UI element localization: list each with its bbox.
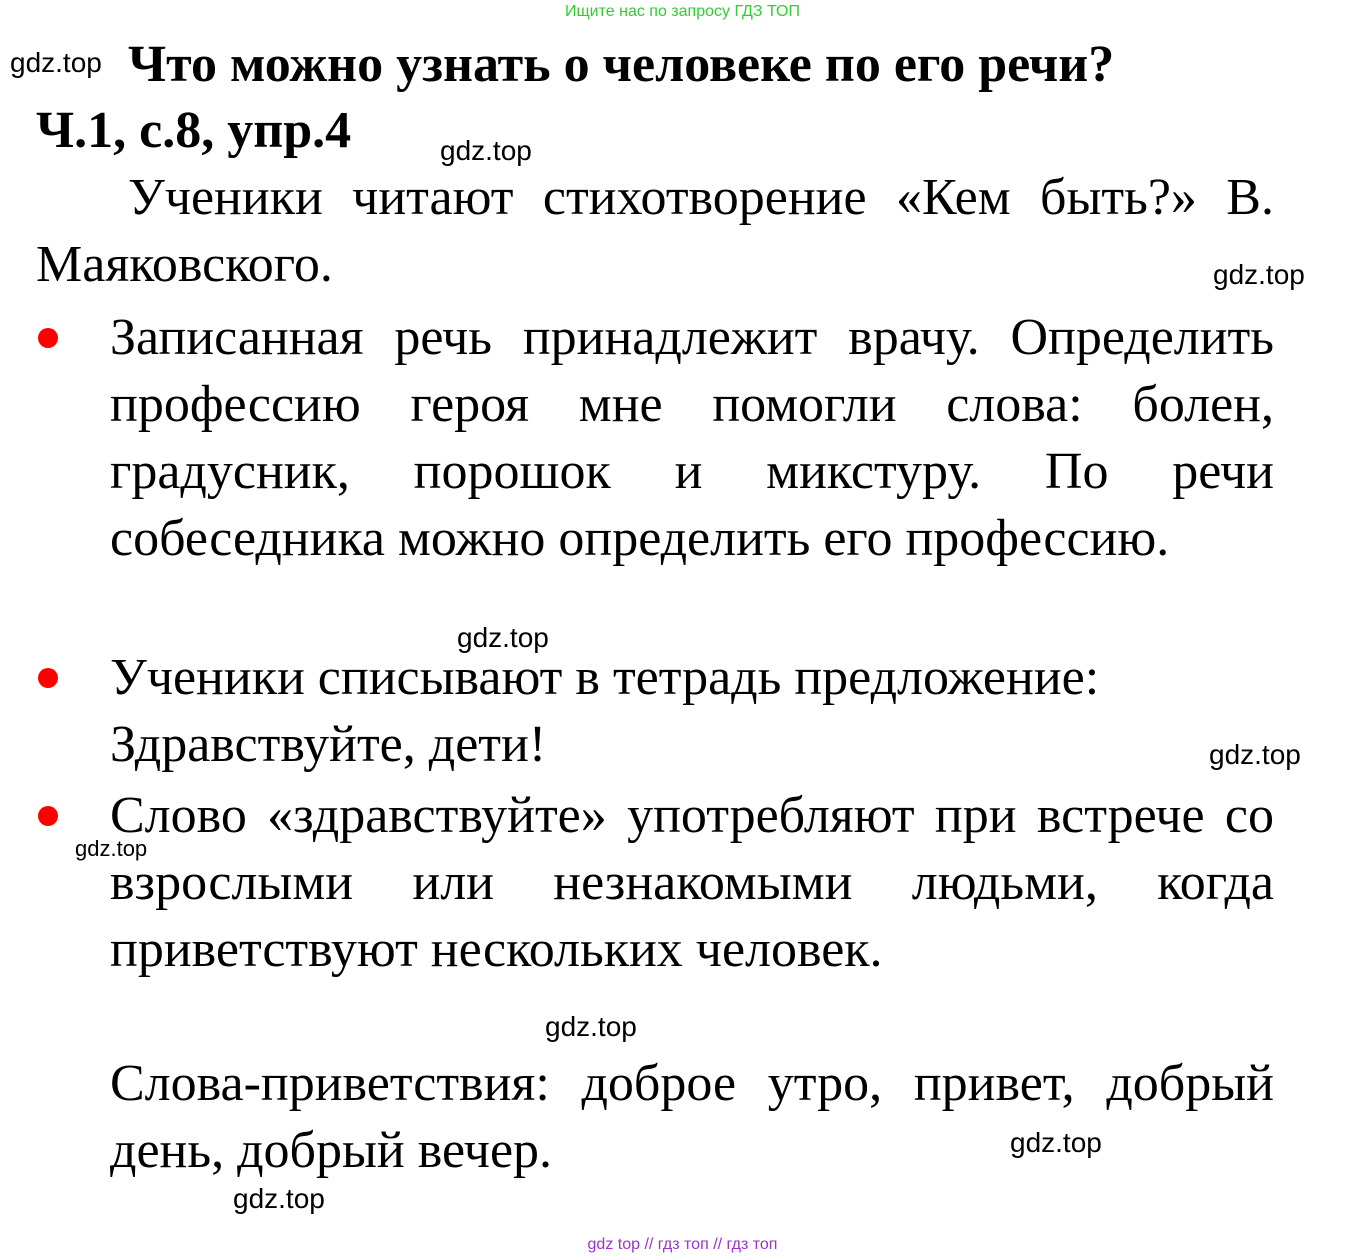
watermark: gdz.top (10, 47, 102, 78)
search-banner: Ищите нас по запросу ГДЗ ТОП (565, 3, 800, 20)
watermark: gdz.top (233, 1183, 325, 1214)
watermark: gdz.top (457, 622, 549, 653)
watermark: gdz.top (440, 135, 532, 166)
intro-paragraph: Ученики читают стихотворение «Кем быть?» В. Маяковского. (36, 169, 1274, 293)
bullet-text-3: Слово «здравствуйте» употребляют при встрече со взрослыми или незнакомыми людьми, когда приветствуют нескольких человек. (110, 787, 1274, 978)
watermark: gdz.top (1010, 1127, 1102, 1158)
bullet-marker (38, 668, 58, 688)
watermark: gdz.top (1209, 739, 1301, 770)
watermark: gdz.top (1213, 259, 1305, 290)
bullet-marker (38, 328, 58, 348)
watermark: gdz.top (75, 836, 148, 861)
watermark: gdz.top (545, 1011, 637, 1042)
greetings-paragraph: Слова-приветствия: доброе утро, привет, добрый день, добрый вечер. (110, 1055, 1274, 1179)
page-title: Что можно узнать о человеке по его речи? (128, 36, 1115, 93)
bullet-text-1: Записанная речь принадлежит врачу. Определить профессию героя мне помогли слова: болен, градусник, порошок и микстуру. По речи собеседника можно определить его профессию. (110, 309, 1274, 567)
bullet-text-2: Ученики списывают в тетрадь предложение: Здравствуйте, дети! (110, 649, 1100, 773)
bullet-marker (38, 806, 58, 826)
exercise-reference: Ч.1, с.8, упр.4 (36, 102, 352, 159)
footer-links: gdz top // гдз топ // гдз топ (587, 1236, 778, 1253)
